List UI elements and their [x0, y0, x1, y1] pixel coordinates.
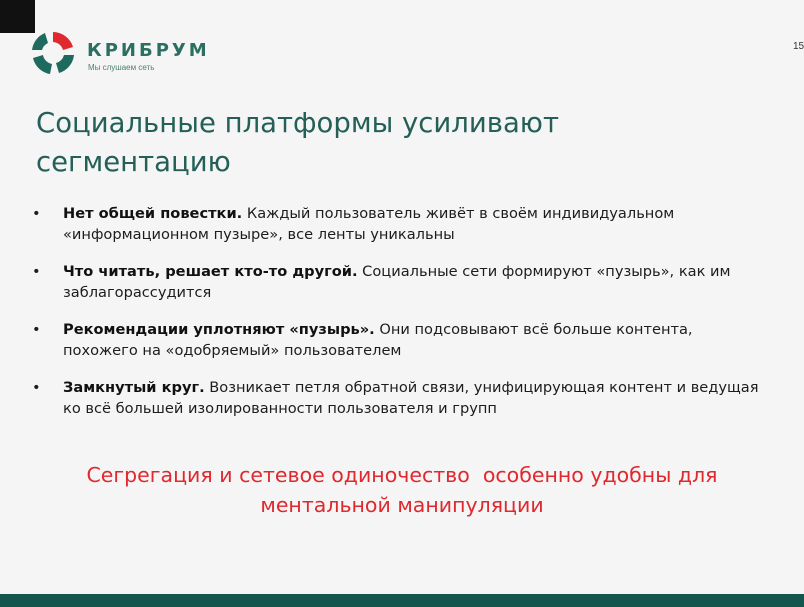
bullet-heading: Что читать, решает кто-то другой. — [63, 263, 358, 280]
bullet-item-someone-else-decides — [30, 261, 770, 303]
bullet-dot: • — [32, 263, 41, 280]
bullet-text: Они подсовывают всё больше контента, похожего на «одобряемый» пользователем — [63, 321, 693, 359]
bullet-text: Возникает петля обратной связи, унифицирующая контент и ведущая ко всё большей изолированности пользователя и групп — [63, 379, 759, 417]
bullet-text: Каждый пользователь живёт в своём индивидуальном «информационном пузыре», все ленты уникальны — [63, 205, 675, 243]
slide-title-line-1: Социальные платформы усиливают — [36, 107, 559, 139]
bullet-dot: • — [32, 379, 41, 396]
bullet-heading: Замкнутый круг. — [63, 379, 205, 396]
page-number: 15 — [793, 41, 804, 52]
kribrum-logo-icon — [28, 28, 78, 78]
brand-tagline: Мы слушаем сеть — [88, 63, 155, 72]
conclusion-line-1: Сегрегация и сетевое одиночество особенно удобны для — [86, 463, 718, 487]
bullet-dot: • — [32, 321, 41, 338]
conclusion-statement — [40, 460, 764, 520]
slide-title-line-2: сегментацию — [36, 146, 231, 178]
bullet-list — [30, 203, 770, 435]
slide-title — [36, 104, 736, 182]
bullet-item-closed-loop — [30, 377, 770, 419]
brand-name: КРИБРУМ — [87, 40, 210, 61]
bullet-item-no-common-agenda — [30, 203, 770, 245]
bullet-item-recommendations — [30, 319, 770, 361]
conclusion-line-2: ментальной манипуляции — [260, 493, 544, 517]
bullet-heading: Нет общей повестки. — [63, 205, 243, 222]
bullet-dot: • — [32, 205, 41, 222]
bullet-text: Социальные сети формируют «пузырь», как им заблагорассудится — [63, 263, 731, 301]
bullet-heading: Рекомендации уплотняют «пузырь». — [63, 321, 375, 338]
footer-bar — [0, 594, 804, 607]
